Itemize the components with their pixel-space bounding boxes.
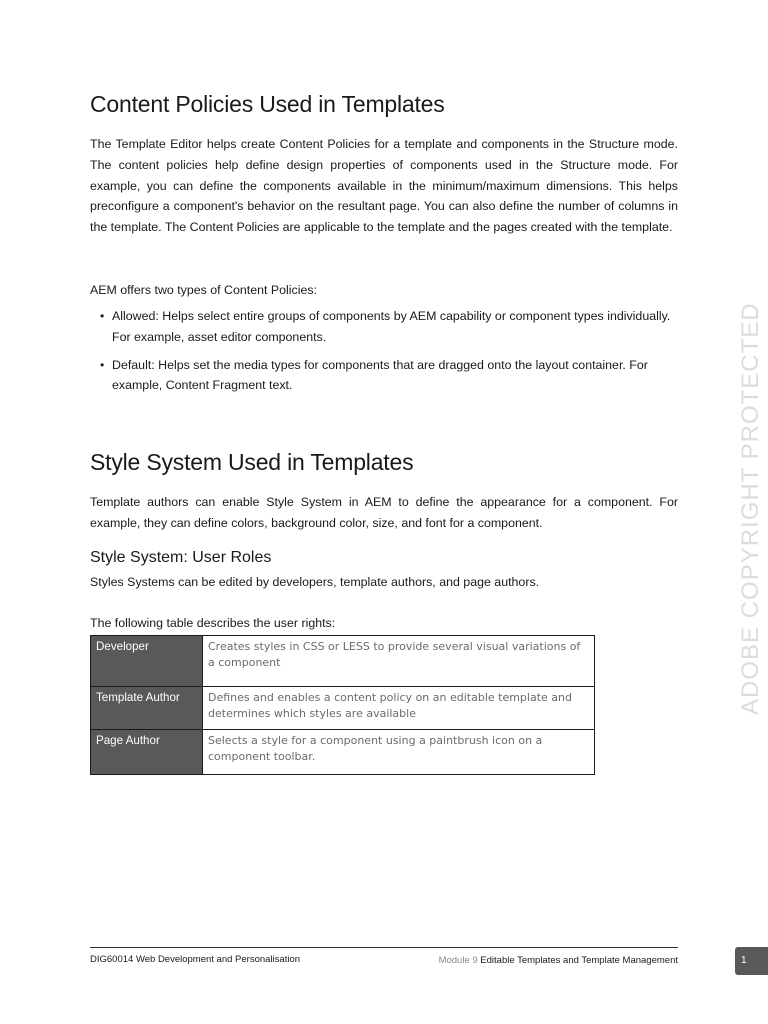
section-title-style-system: Style System Used in Templates — [90, 449, 414, 475]
table-row — [91, 730, 595, 775]
bullet-icon: • — [100, 357, 105, 372]
user-rights-table — [90, 635, 595, 775]
list-item — [90, 355, 678, 397]
table-cell-description: Defines and enables a content policy on an editable template and determines which styles are available — [203, 687, 595, 730]
table-row — [91, 636, 595, 687]
table-intro: The following table describes the user rights: — [90, 616, 336, 630]
list-item — [90, 306, 678, 348]
list-item-text: Default: Helps set the media types for components that are dragged onto the layout container. For example, Content Fragment text. — [112, 357, 648, 393]
table-row — [91, 687, 595, 730]
policy-types-list — [90, 306, 678, 403]
user-roles-subheading: Style System: User Roles — [90, 549, 272, 566]
footer-module — [439, 955, 678, 966]
bullet-icon: • — [100, 309, 105, 323]
table-cell-role: Developer — [91, 636, 203, 687]
footer-divider — [90, 947, 678, 948]
table-cell-description: Creates styles in CSS or LESS to provide several visual variations of a component — [203, 636, 595, 687]
list-item-text: Allowed: Helps select entire groups of components by AEM capability or component types individually. For example, asset editor components. — [112, 309, 671, 344]
copyright-watermark: ADOBE COPYRIGHT PROTECTED — [737, 302, 764, 715]
footer-module-label: Module 9 — [438, 955, 478, 966]
footer-course: DIG60014 Web Development and Personalisation — [90, 954, 301, 965]
style-system-paragraph: Template authors can enable Style System in AEM to define the appearance for a component. For example, they can define colors, background color, size, and font for a component. — [90, 495, 678, 530]
policy-types-intro: AEM offers two types of Content Policies: — [90, 283, 318, 297]
table-cell-role: Page Author — [91, 730, 203, 775]
footer-module-title: Editable Templates and Template Management — [480, 955, 678, 966]
table-cell-description: Selects a style for a component using a paintbrush icon on a component toolbar. — [203, 730, 595, 775]
table-cell-role: Template Author — [91, 687, 203, 730]
content-policies-paragraph: The Template Editor helps create Content Policies for a template and components in the Structure mode. The content policies help define design properties of components used in the Structure mode. For example, you can define the components available in the minimum/maximum dimensions. This helps preconfigure a component's behavior on the resultant page. You can also define the number of columns in the template. The Content Policies are applicable to the template and the pages created with the template. — [90, 137, 678, 235]
section-title-content-policies: Content Policies Used in Templates — [90, 91, 445, 117]
user-roles-paragraph: Styles Systems can be edited by developers, template authors, and page authors. — [90, 575, 540, 589]
page-number: 1 — [735, 947, 768, 975]
